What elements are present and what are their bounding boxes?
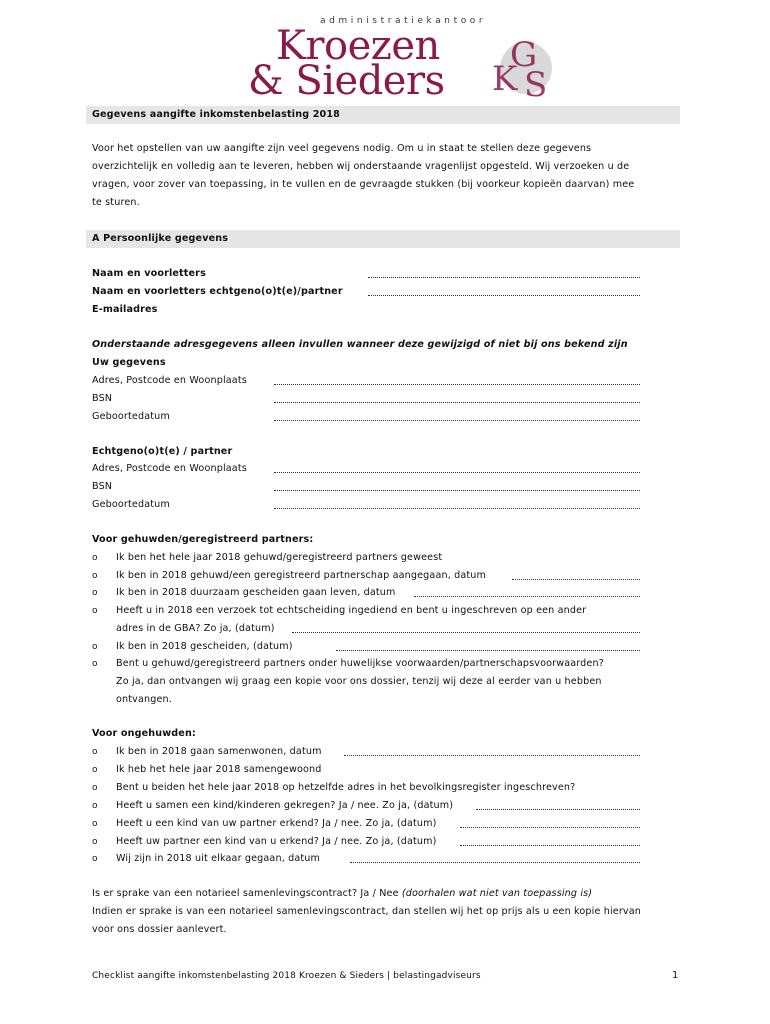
name-field[interactable] — [368, 277, 640, 278]
married-item-5: Ik ben in 2018 gescheiden, (datum) — [116, 641, 293, 652]
checkbox-bullet[interactable]: o — [92, 606, 98, 616]
divorced-date-field[interactable] — [336, 650, 640, 651]
checkbox-bullet[interactable]: o — [92, 837, 98, 847]
acknowledged-date-field[interactable] — [460, 827, 640, 828]
married-item-3: Ik ben in 2018 duurzaam gescheiden gaan leven, datum — [116, 587, 396, 598]
married-heading: Voor gehuwden/geregistreerd partners: — [92, 534, 314, 545]
monogram-k: K — [492, 59, 518, 99]
monogram-g: G — [510, 35, 538, 75]
logo-subtitle: administratiekantoor — [320, 16, 487, 26]
partner-birthdate-label: Geboortedatum — [92, 499, 170, 510]
partner-address-field[interactable] — [274, 472, 640, 473]
section-a-heading: A Persoonlijke gegevens — [92, 233, 229, 244]
partner-acknowledged-date-field[interactable] — [460, 845, 640, 846]
contract-hint: (doorhalen wat niet van toepassing is) — [401, 888, 593, 899]
contract-question-text: Is er sprake van een notarieel samenlevingscontract? Ja / Nee — [92, 888, 402, 899]
intro-line-4: te sturen. — [92, 197, 140, 208]
unmarried-item-4: Heeft u samen een kind/kinderen gekregen? Ja / nee. Zo ja, (datum) — [116, 800, 454, 811]
intro-line-1: Voor het opstellen van uw aangifte zijn veel gegevens nodig. Om u in staat te stellen deze gegevens — [92, 143, 592, 154]
checkbox-bullet[interactable]: o — [92, 765, 98, 775]
unmarried-item-1: Ik ben in 2018 gaan samenwonen, datum — [116, 746, 322, 757]
partner-details-heading: Echtgeno(o)t(e) / partner — [92, 446, 233, 457]
checkbox-bullet[interactable]: o — [92, 642, 98, 652]
monogram-s: S — [524, 65, 548, 102]
intro-line-2: overzichtelijk en volledig aan te leveren, hebben wij onderstaande vragenlijst opgesteld. Wij verzoeken u de — [92, 161, 630, 172]
divorce-request-date-field[interactable] — [292, 632, 640, 633]
married-item-4: Heeft u in 2018 een verzoek tot echtscheiding ingediend en bent u ingeschreven op een ander — [116, 605, 587, 616]
contract-line-2: Indien er sprake is van een notarieel samenlevingscontract, dan stellen wij het op prijs als u een kopie hiervan — [92, 906, 641, 917]
partner-bsn-label: BSN — [92, 481, 113, 492]
child-date-field[interactable] — [476, 809, 640, 810]
cohabit-date-field[interactable] — [344, 755, 640, 756]
checkbox-bullet[interactable]: o — [92, 819, 98, 829]
partner-address-label: Adres, Postcode en Woonplaats — [92, 463, 247, 474]
page-title: Gegevens aangifte inkomstenbelasting 2018 — [92, 109, 341, 120]
separated-date-field[interactable] — [414, 596, 640, 597]
checkbox-bullet[interactable]: o — [92, 854, 98, 864]
checkbox-bullet[interactable]: o — [92, 659, 98, 669]
own-birthdate-field[interactable] — [274, 420, 640, 421]
checkbox-bullet[interactable]: o — [92, 553, 98, 563]
married-date-field[interactable] — [512, 579, 640, 580]
own-details-heading: Uw gegevens — [92, 357, 166, 368]
married-item-6: Bent u gehuwd/geregistreerd partners onder huwelijkse voorwaarden/partnerschapsvoorwaarden? — [116, 658, 604, 669]
partner-name-label: Naam en voorletters echtgeno(o)t(e)/partner — [92, 286, 343, 297]
partner-bsn-field[interactable] — [274, 490, 640, 491]
unmarried-item-6: Heeft uw partner een kind van u erkend? Ja / nee. Zo ja, (datum) — [116, 836, 437, 847]
intro-line-3: vragen, voor zover van toepassing, in te vullen en de gevraagde stukken (bij voorkeur kopieën daarvan) mee — [92, 179, 635, 190]
unmarried-heading: Voor ongehuwden: — [92, 728, 196, 739]
unmarried-item-5: Heeft u een kind van uw partner erkend? Ja / nee. Zo ja, (datum) — [116, 818, 437, 829]
address-note: Onderstaande adresgegevens alleen invullen wanneer deze gewijzigd of niet bij ons bekend zijn — [92, 339, 628, 350]
checkbox-bullet[interactable]: o — [92, 571, 98, 581]
married-item-6-line-3: ontvangen. — [116, 694, 172, 705]
own-address-field[interactable] — [274, 384, 640, 385]
own-birthdate-label: Geboortedatum — [92, 411, 170, 422]
married-item-2: Ik ben in 2018 gehuwd/een geregistreerd partnerschap aangegaan, datum — [116, 570, 487, 581]
company-logo — [248, 14, 578, 104]
unmarried-item-2: Ik heb het hele jaar 2018 samengewoond — [116, 764, 322, 775]
own-bsn-label: BSN — [92, 393, 113, 404]
married-item-1: Ik ben het hele jaar 2018 gehuwd/geregistreerd partners geweest — [116, 552, 443, 563]
married-item-6-line-2: Zo ja, dan ontvangen wij graag een kopie voor ons dossier, tenzij wij deze al eerder van u hebben — [116, 676, 602, 687]
footer-text: Checklist aangifte inkomstenbelasting 2018 Kroezen & Sieders | belastingadviseurs — [92, 971, 481, 981]
contract-line-3: voor ons dossier aanlevert. — [92, 924, 227, 935]
split-date-field[interactable] — [350, 862, 640, 863]
married-item-4-line-2: adres in de GBA? Zo ja, (datum) — [116, 623, 275, 634]
checkbox-bullet[interactable]: o — [92, 783, 98, 793]
email-label: E-mailadres — [92, 304, 158, 315]
own-address-label: Adres, Postcode en Woonplaats — [92, 375, 247, 386]
unmarried-item-7: Wij zijn in 2018 uit elkaar gegaan, datum — [116, 853, 321, 864]
kgs-monogram — [484, 32, 564, 102]
own-bsn-field[interactable] — [274, 402, 640, 403]
partner-birthdate-field[interactable] — [274, 508, 640, 509]
name-label: Naam en voorletters — [92, 268, 206, 279]
contract-question — [92, 888, 592, 900]
logo-line-1: Kroezen — [276, 23, 440, 69]
unmarried-item-3: Bent u beiden het hele jaar 2018 op hetzelfde adres in het bevolkingsregister ingeschreven? — [116, 782, 576, 793]
partner-name-field[interactable] — [368, 295, 640, 296]
checkbox-bullet[interactable]: o — [92, 588, 98, 598]
logo-line-2: & Sieders — [248, 58, 445, 104]
checkbox-bullet[interactable]: o — [92, 747, 98, 757]
checkbox-bullet[interactable]: o — [92, 801, 98, 811]
page-number: 1 — [672, 970, 679, 981]
